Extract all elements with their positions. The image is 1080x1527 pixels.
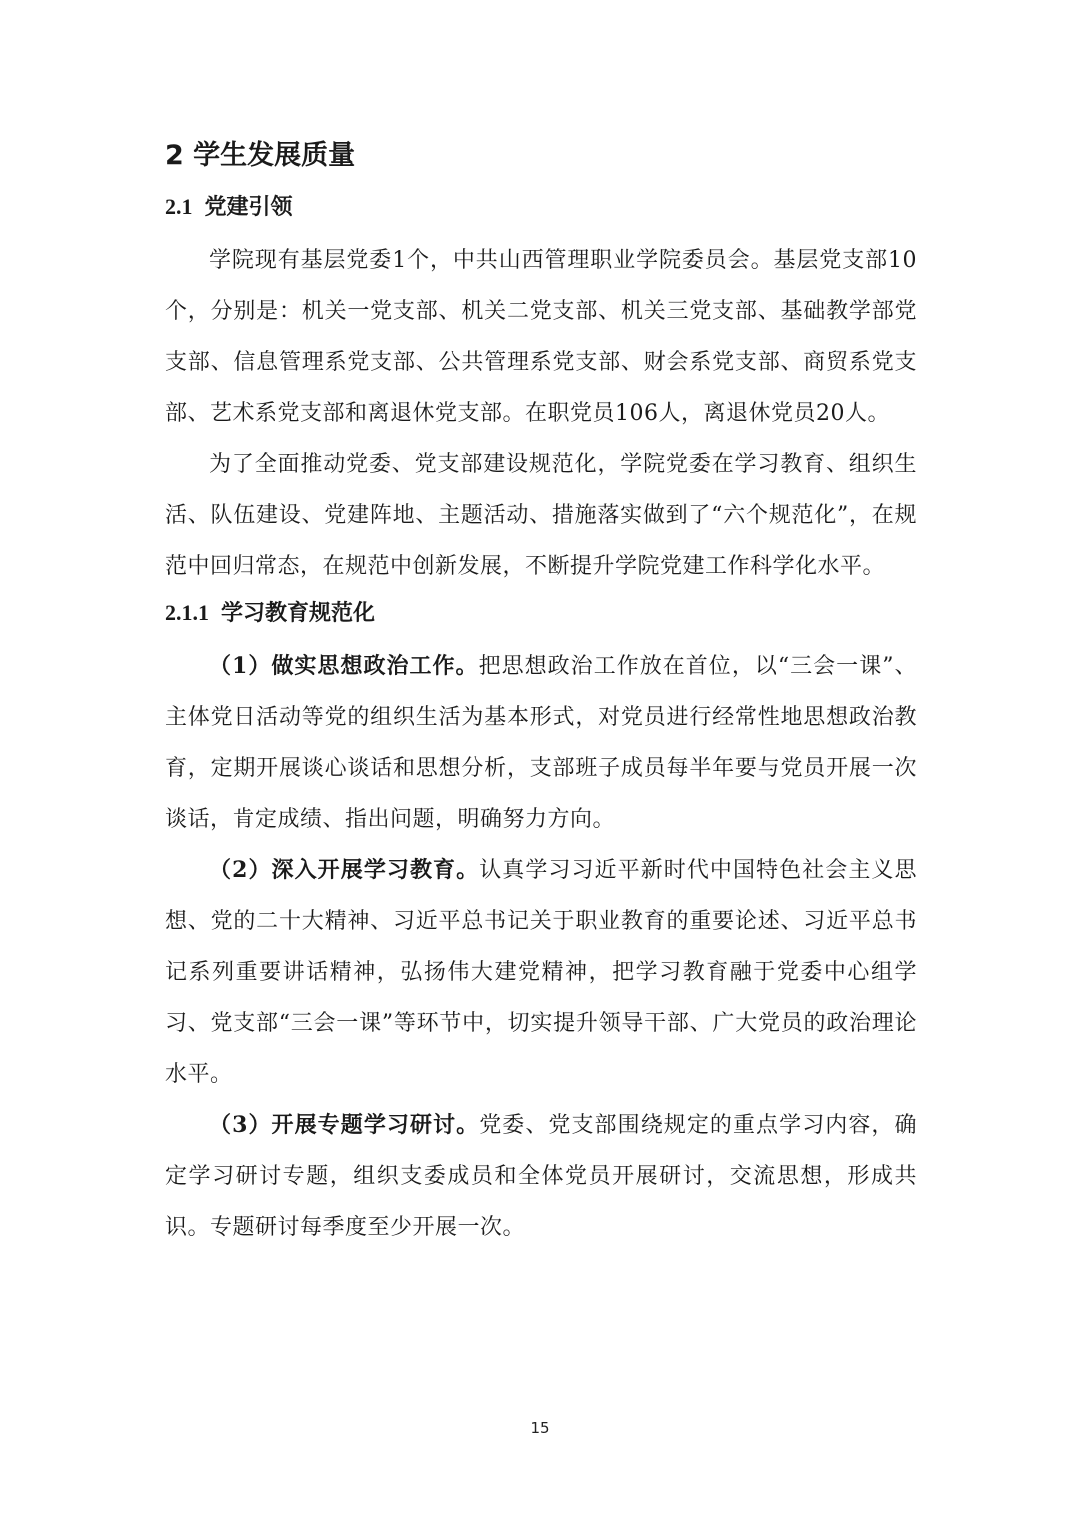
page-number: 15 [530, 1419, 550, 1437]
item-body: 认真学习习近平新时代中国特色社会主义思想、党的二十大精神、习近平总书记关于职业教育的重要论述、习近平总书记系列重要讲话精神，弘扬伟大建党精神，把学习教育融于党委中心组学习、党支部“三会一课”等环节中，切实提升领导干部、广大党员的政治理论水平。 [165, 858, 917, 1087]
subsection-heading [165, 190, 917, 224]
item-lead: （2）深入开展学习教育。 [209, 857, 480, 883]
item-body: 把思想政治工作放在首位，以“三会一课”、主体党日活动等党的组织生活为基本形式，对党员进行经常性地思想政治教育，定期开展谈心谈话和思想分析，支部班子成员每半年要与党员开展一次谈话，肯定成绩、指出问题，明确努力方向。 [165, 654, 917, 832]
page-content [165, 136, 917, 1253]
paragraph-six-standardizations: 为了全面推动党委、党支部建设规范化，学院党委在学习教育、组织生活、队伍建设、党建阵地、主题活动、措施落实做到了“六个规范化”，在规范中回归常态，在规范中创新发展，不断提升学院党建工作科学化水平。 [165, 452, 917, 579]
subsubsection-heading [165, 596, 917, 630]
subsubsection-title: 学习教育规范化 [221, 600, 376, 626]
item-lead: （1）做实思想政治工作。 [209, 653, 479, 679]
item-body: 党委、党支部围绕规定的重点学习内容，确定学习研讨专题，组织支委成员和全体党员开展研讨，交流思想，形成共识。专题研讨每季度至少开展一次。 [165, 1113, 917, 1240]
subsection-title: 党建引领 [204, 194, 293, 220]
list-item [165, 845, 917, 1100]
item-lead: （3）开展专题学习研讨。 [209, 1112, 480, 1138]
subsection-number: 2.1 [165, 194, 193, 219]
subsubsection-number: 2.1.1 [165, 600, 209, 625]
paragraph-party-organizations: 学院现有基层党委1个，中共山西管理职业学院委员会。基层党支部10个，分别是：机关一党支部、机关二党支部、机关三党支部、基础教学部党支部、信息管理系党支部、公共管理系党支部、财会系党支部、商贸系党支部、艺术系党支部和离退休党支部。在职党员106人，离退休党员20人。 [165, 248, 917, 426]
list-item [165, 641, 917, 845]
section-heading: 2 学生发展质量 [165, 140, 356, 171]
list-item [165, 1100, 917, 1253]
